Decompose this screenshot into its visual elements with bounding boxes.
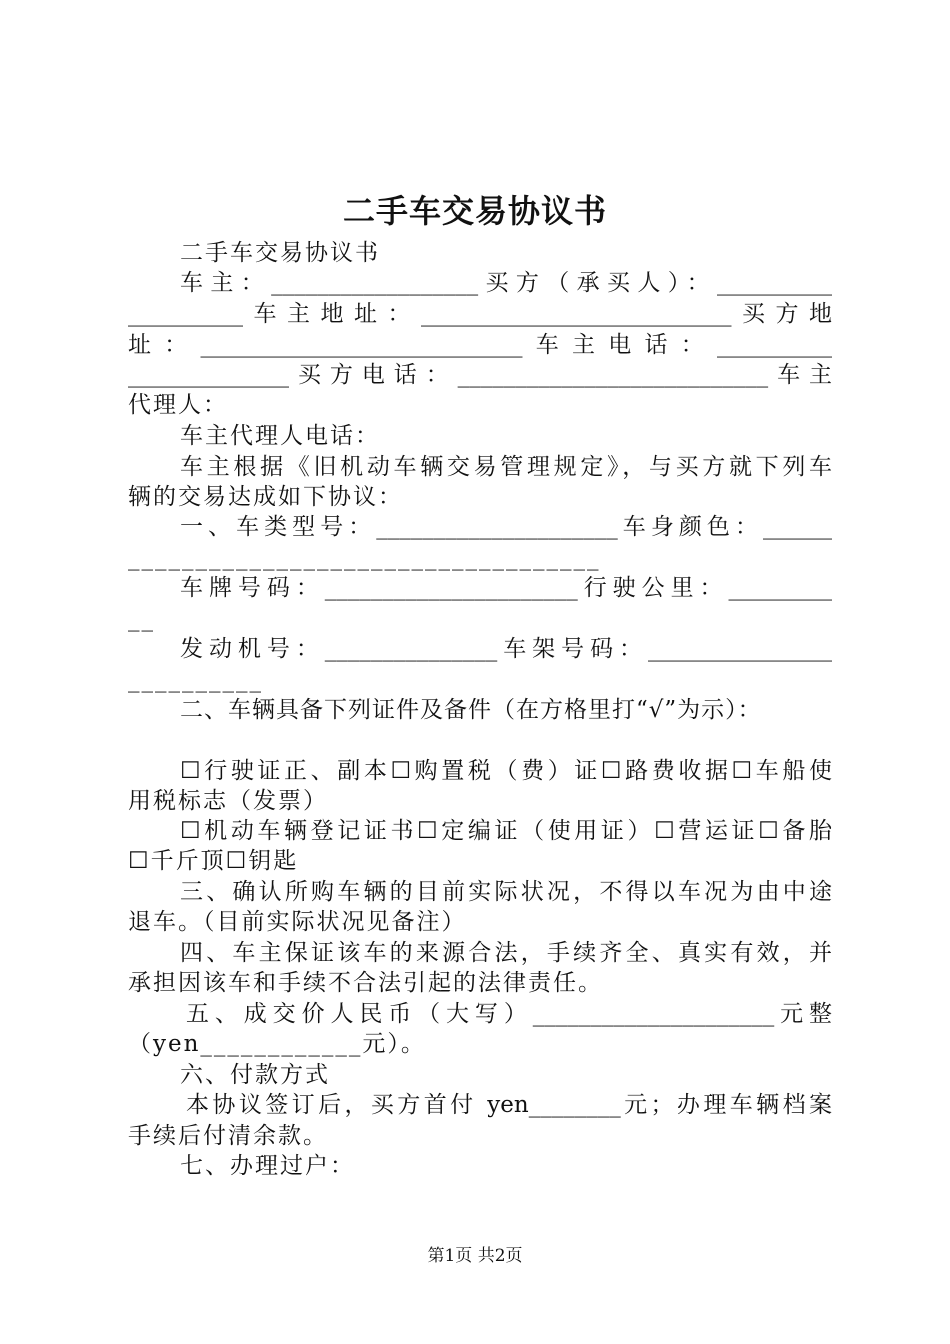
page-footer: 第1页 共2页 [427, 1246, 523, 1266]
body-line: 本协议签订后，买方首付 yen________元；办理车辆档案 [186, 1092, 832, 1118]
body-line: 代理人： [128, 392, 228, 418]
body-line: __ [128, 606, 155, 632]
body-line: 承担因该车和手续不合法引起的法律责任。 [128, 970, 603, 996]
body-line: 六、付款方式 [180, 1062, 330, 1088]
body-line: 四、车主保证该车的来源合法，手续齐全、真实有效，并 [180, 940, 832, 966]
body-line: 手续后付清余款。 [128, 1123, 328, 1149]
body-line: ______________买方电话：___________________________车主 [128, 362, 832, 388]
body-line: __________车主地址：___________________________买方地 [128, 301, 832, 327]
body-line: 二手车交易协议书 [180, 240, 380, 266]
body-line: 五、成交价人民币（大写）_____________________元整 [186, 1001, 832, 1027]
body-line: ☐行驶证正、副本☐购置税（费）证☐路费收据☐车船使 [180, 758, 832, 784]
body-line: 车牌号码：______________________行驶公里：_________ [180, 575, 832, 601]
body-line: 一、车类型号：_____________________车身颜色：______ [180, 514, 832, 540]
body-line: 车主：__________________买方（承买人）：__________ [180, 270, 832, 296]
body-line: 二、车辆具备下列证件及备件（在方格里打“√”为示）： [180, 697, 762, 723]
body-line: ☐机动车辆登记证书☐定编证（使用证）☐营运证☐备胎 [180, 818, 832, 844]
body-line: 用税标志（发票） [128, 788, 328, 814]
body-line: 退车。（目前实际状况见备注） [128, 909, 467, 935]
body-line: （yen____________元）。 [128, 1031, 426, 1057]
body-line: ___________________________________ [128, 545, 601, 571]
body-line: 发动机号：_______________车架号码：________________ [180, 636, 832, 662]
body-line: 车主根据《旧机动车辆交易管理规定》，与买方就下列车 [180, 454, 832, 480]
body-line: 车主代理人电话： [180, 423, 380, 449]
body-line: 址：____________________________车主电话：__________ [128, 332, 832, 358]
body-line: 三、确认所购车辆的目前实际状况，不得以车况为由中途 [180, 879, 832, 905]
body-line: __________ [128, 667, 263, 693]
body-line: 七、办理过户： [180, 1153, 355, 1179]
document-title: 二手车交易协议书 [342, 192, 607, 230]
body-line: ☐千斤顶☐钥匙 [128, 848, 299, 874]
body-line: 辆的交易达成如下协议： [128, 484, 403, 510]
